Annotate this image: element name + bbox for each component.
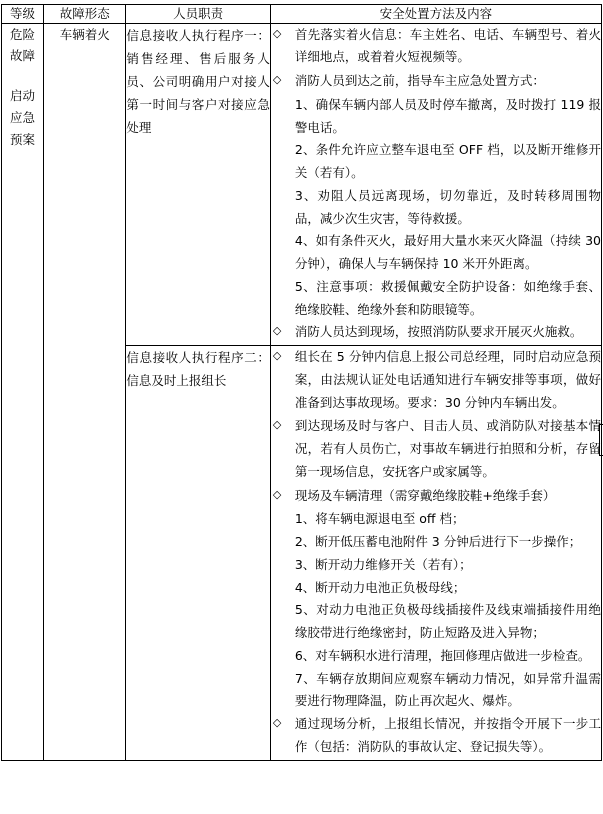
table-header-row bbox=[2, 5, 602, 24]
list-item-text: 消防人员到达之前，指导车主应急处置方式： bbox=[294, 73, 545, 88]
list-item-text: 组长在 5 分钟内信息上报公司总经理，同时启动应急预案，由法规认证处电话通知进行车辆安排等事项，做好准备到达事故现场。要求：30 分钟内车辆出发。 bbox=[294, 349, 601, 410]
table-row bbox=[2, 23, 602, 346]
list-item-text: 现场及车辆清理（需穿戴绝缘胶鞋+绝缘手套） bbox=[294, 487, 556, 503]
list-item-text: 5、注意事项：救援佩戴安全防护设备：如绝缘手套、绝缘胶鞋、绝缘外套和防眼镜等。 bbox=[294, 278, 601, 317]
duty-cell-program-one: 信息接收人执行程序一：销售经理、售后服务人员、公司明确用户对接人第一时间与客户对接应急处理 bbox=[126, 23, 270, 346]
list-item-text: 3、劝阻人员远离现场，切勿靠近，及时转移周围物品，减少次生灾害，等待救援。 bbox=[294, 187, 601, 226]
diamond-bullet-icon: ◇ bbox=[272, 324, 282, 338]
list-item bbox=[271, 346, 601, 414]
list-item bbox=[271, 24, 601, 70]
list-item bbox=[271, 713, 601, 759]
level-line-2: 故障 bbox=[10, 48, 36, 64]
list-item-text: 通过现场分析，上报组长情况，并按指令开展下一步工作（包括：消防队的事故认定、登记损失等）。 bbox=[294, 716, 601, 754]
list-item-text: 到达现场及时与客户、目击人员、或消防队对接基本情况，若有人员伤亡，对事故车辆进行拍照和分析，存留第一现场信息，安抚客户或家属等。 bbox=[294, 418, 601, 479]
list-item-text: 1、确保车辆内部人员及时停车撤离，及时拨打 119 报警电话。 bbox=[294, 96, 601, 135]
list-item-text: 5、对动力电池正负极母线插接件及线束端插接件用绝缘胶带进行绝缘密封，防止短路及进入异物； bbox=[294, 602, 601, 640]
diamond-bullet-icon: ◇ bbox=[272, 26, 282, 40]
header-personnel-duty: 人员职责 bbox=[126, 5, 270, 24]
list-item-text: 2、条件允许应立整车退电至 OFF 档，以及断开维修开关（若有）。 bbox=[294, 142, 601, 180]
list-item-text: 4、如有条件灭火，最好用大量水来灭火降温（持续 30 分钟），确保人与车辆保持 10 米开外距离。 bbox=[294, 233, 601, 271]
list-item-text: 首先落实着火信息：车主姓名、电话、车辆型号、着火详细地点，或着着火短视频等。 bbox=[294, 26, 601, 65]
header-level: 等级 bbox=[2, 5, 44, 24]
page-edge-marker bbox=[599, 424, 603, 456]
header-fault-mode: 故障形态 bbox=[44, 5, 126, 24]
diamond-bullet-icon: ◇ bbox=[272, 716, 282, 729]
level-line-4: 应急 bbox=[10, 110, 36, 126]
diamond-bullet-icon: ◇ bbox=[272, 487, 282, 501]
list-item bbox=[271, 70, 601, 93]
duty-cell-program-two: 信息接收人执行程序二：信息及时上报组长 bbox=[126, 346, 270, 761]
document-page bbox=[0, 4, 603, 814]
list-item-text: 2、断开低压蓄电池附件 3 分钟后进行下一步操作； bbox=[294, 534, 582, 549]
emergency-plan-table bbox=[1, 4, 602, 761]
diamond-bullet-icon: ◇ bbox=[272, 418, 282, 432]
content-cell-program-one bbox=[270, 23, 601, 346]
list-item-text: 1、将车辆电源退电至 off 档； bbox=[294, 511, 465, 527]
list-item-text: 消防人员达到现场，按照消防队要求开展灭火施救。 bbox=[294, 324, 583, 340]
fault-mode-cell: 车辆着火 bbox=[44, 23, 126, 760]
list-item bbox=[271, 485, 601, 508]
diamond-bullet-icon: ◇ bbox=[272, 73, 282, 86]
list-item-text: 6、对车辆积水进行清理，拖回修理店做进一步检查。 bbox=[294, 647, 591, 663]
diamond-bullet-icon: ◇ bbox=[272, 349, 282, 362]
level-cell bbox=[2, 23, 44, 760]
level-line-3: 启动 bbox=[10, 88, 36, 104]
content-cell-program-two bbox=[270, 346, 601, 761]
list-item-text: 7、车辆存放期间应观察车辆动力情况，如异常升温需要进行物理降温，防止再次起火、爆炸。 bbox=[294, 670, 601, 709]
list-item-text: 4、断开动力电池正负极母线； bbox=[294, 579, 466, 595]
level-line-5: 预案 bbox=[10, 132, 36, 147]
list-item bbox=[271, 321, 601, 344]
level-line-1: 危险 bbox=[10, 26, 36, 42]
list-item-text: 3、断开动力维修开关（若有）； bbox=[294, 556, 472, 572]
list-item bbox=[271, 415, 601, 483]
header-safety-method: 安全处置方法及内容 bbox=[270, 5, 601, 24]
